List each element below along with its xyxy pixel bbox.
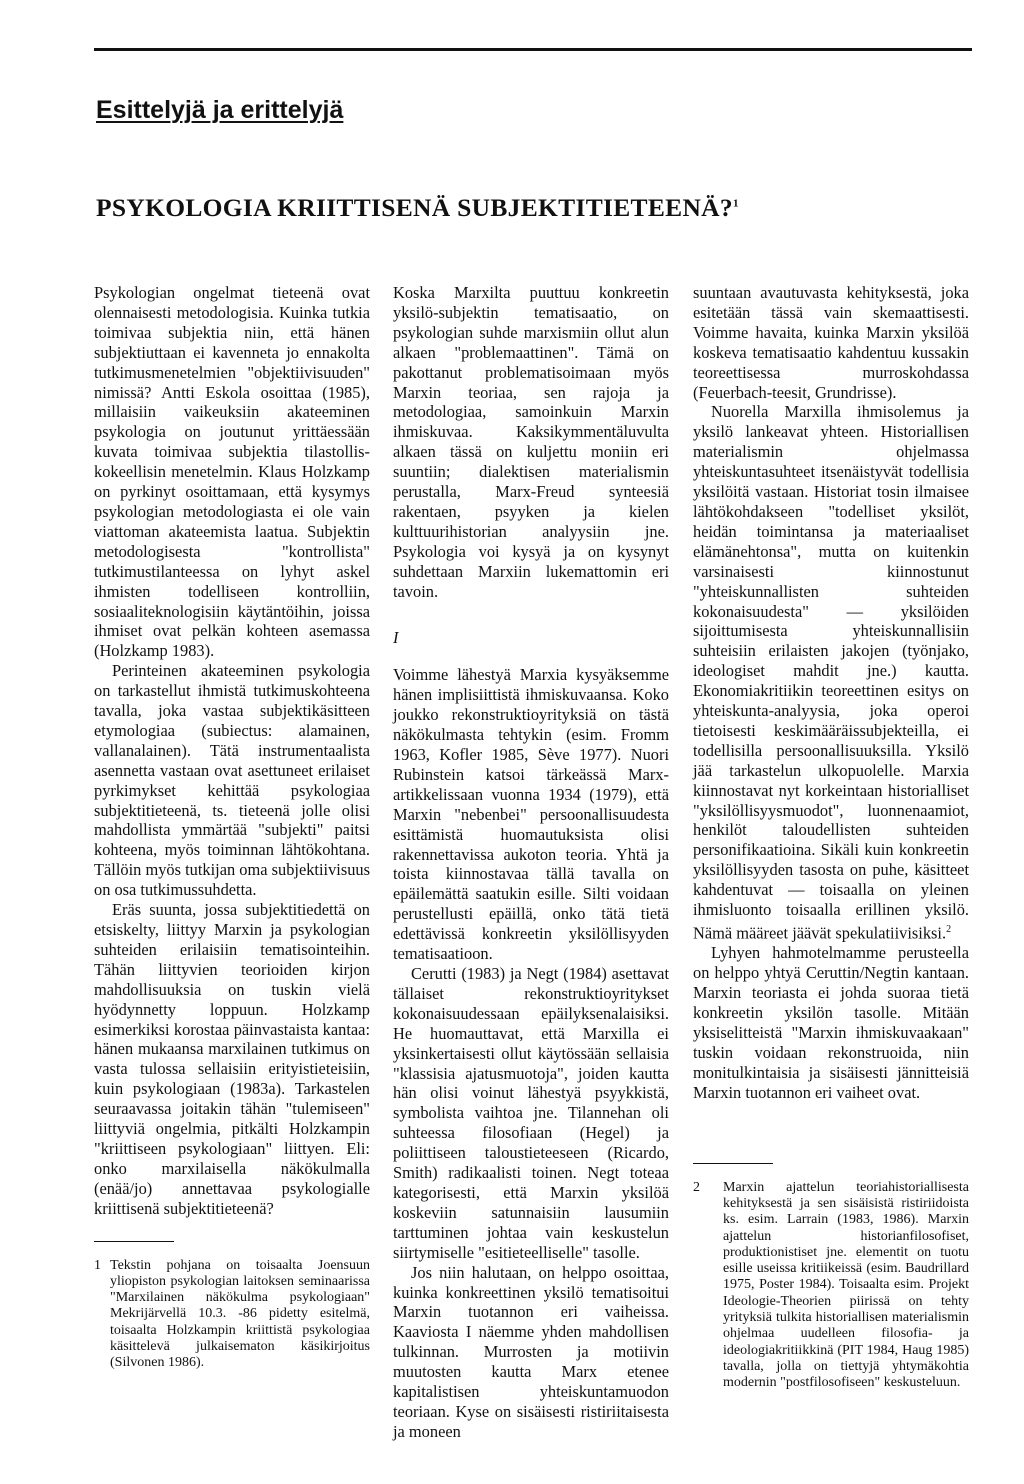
title-footnote-mark: 1 — [732, 197, 739, 210]
footnote-2-reference: 2 — [946, 924, 952, 935]
col3-paragraph-2 — [693, 402, 969, 943]
footnote-1-text: Tekstin pohjana on toisaalta Joensuun yliopiston psykologian laitoksen seminaarissa "Marxilainen näkökulma psykologiaan" Mekrijärvellä 10.3. -86 pidetty esitelmä, toisaalta Holzkampin kriittistä psykologiaa käsittelevä julkaisematon käsikirjoitus (Silvonen 1986). — [110, 1257, 370, 1371]
col1-paragraph-1: Psykologian ongelmat tieteenä ovat olennaisesti metodologisia. Kuinka tutkia toimivaa subjektia niin, että hänen subjektiuttaan ei kavenneta jo ennakolta tutkimusmenetelmien "objektiivisuuden" nimissä? Antti Eskola osoittaa (1985), millaisiin vaikeuksiin akateeminen psykologia on joutunut yrittäessään kuvata toimivaa subjektia tilastollis-kokeellisin menetelmin. Klaus Holzkamp on pyrkinyt osoittamaan, että kysymys psykologian metodologiasta ei ole vain viattoman akateemista laatua. Subjektin metodologisesta "kontrollista" tutkimustilanteessa on lyhyt askel ihmisten todelliseen kontrolliin, sosiaaliteknologisiin käytäntöihin, joissa ihmiset ovat pelkän kohteen asemassa (Holzkamp 1983). — [94, 283, 370, 661]
footnote-2-text: Marxin ajattelun teoriahistoriallisesta kehityksestä ja sen sisäisistä ristiriidoista ks. esim. Larrain (1983, 1986). Marxin ajattelun historianfilosofiset, produktionistiset jne. elementit on tuotu esille useissa kritiikeissä (esim. Baudrillard 1975, Poster 1984). Toisaalta esim. Projekt Ideologie-Theorien piirissä on tehty yrityksiä tulkita historiallisen materialismin ohjelmaa uudelleen filosofia- ja ideologiakritiikkinä (PIT 1984, Haug 1985) tavalla, jolla on tiettyjä yhtymäkohtia modernin "postfilosofiseen" keskusteluun. — [723, 1179, 969, 1391]
top-rule — [94, 48, 972, 51]
section-numeral: I — [393, 627, 399, 647]
col1-paragraph-3: Eräs suunta, jossa subjektitiedettä on etsiskelty, liittyy Marxin ja psykologian suhteiden erilaisiin tematisointeihin. Tähän liittyvien teorioiden kirjon mahdollisuuksia on tuskin vielä hyödynnetty loppuun. Holzkamp esimerkiksi korostaa päinvastaista kantaa: hänen mukaansa marxilainen tutkimus on vasta tulossa sellaisiin erityistieteisiin, kuin psykologiaan (1983a). Tarkastelen seuraavassa joitakin tähän "tulemiseen" liittyviä ongelmia, pitkälti Holzkampin "kriittiseen psykologiaan" liittyen. Eli: onko marxilaisella näkökulmalla (enää/jo) annettavaa psykologialle kriittisenä subjektitieteenä? — [94, 900, 370, 1218]
footnote-1 — [94, 1258, 370, 1372]
column-1 — [94, 283, 370, 1372]
col2-paragraph-4: Jos niin halutaan, on helppo osoittaa, kuinka konkreettinen yksilö tematisoitui Marxin tuotannon eri vaiheissa. Kaaviosta I näemme yhden mahdollisen tulkinnan. Murrosten ja motiivin muutosten kautta Marx etenee kapitalistisen yhteiskuntamuodon teoriaan. Kyse on sisäisesti ristiriitaisesta ja moneen — [393, 1262, 669, 1441]
footnote-2 — [693, 1180, 969, 1392]
col2-paragraph-2: Voimme lähestyä Marxia kysyäksemme hänen implisiittistä ihmiskuvaansa. Koko joukko rekonstruktioyrityksiä on tästä näkökulmasta tehtykin (esim. Fromm 1963, Kofler 1985, Sève 1977). Nuori Rubinstein katsoi tärkeässä Marx-artikkelissaan vuonna 1934 (1979), että Marxin "nebenbei" persoonallisuudesta esittämistä huomautuksista olisi rakennettavissa aukoton teoria. Yhtä ja toista kiinnostavaa tällä tavalla on epäilemättä saatukin esille. Silti voidaan perustellusti epäillä, onko tätä tietä edettävissä konkreetin yksilöllisyyden tematisaatioon. — [393, 665, 669, 964]
footnote-1-number: 1 — [94, 1257, 101, 1273]
column-2 — [393, 283, 669, 1442]
section-heading: Esittelyjä ja erittelyjä — [96, 96, 344, 124]
col1-paragraph-2: Perinteinen akateeminen psykologia on tarkastellut ihmistä tutkimuskohteena tavalla, joka vastaa subjektikäsitteen etymologiaa (subiectus: alamainen, vallanalainen). Tätä instrumentaalista asennetta vastaan ovat asettuneet erilaiset pyrkimykset kehittää psykologiaa subjektitieteenä, ts. tieteenä jolle olisi mahdollista ymmärtää "subjekti" paitsi kohteena, myös toiminnan lähtökohtana. Tällöin myös tutkijan oma subjektiivisuus on osa tutkimussuhdetta. — [94, 661, 370, 900]
col3-paragraph-2-text: Nuorella Marxilla ihmisolemus ja yksilö lankeavat yhteen. Historiallisen materialismin ohjelmassa yhteiskuntasuhteet itsenäistyvät todellisia yksilöitä vastaan. Historiat tosin ilmaisee lähtökohdakseen "todelliset yksilöt, heidän toimintansa ja materiaaliset elämänehtonsa", mutta on kuitenkin varsinaisesti kiinnostunut "yhteiskunnallisten suhteiden kokonaisuudesta" — yksilöiden sijoittumisesta yhteiskunnallisiin suhteisiin erilaisten jakojen (työnjako, ideologiset mahdit jne.) kautta. Ekonomiakritiikin teoreettinen esitys on yhteiskunta-analyysia, joka operoi tietoisesti keskimääräissubjekteilla, ei todellisilla persoonallisuuksilla. Yksilö jää tarkastelun ulkopuolelle. Marxia kiinnostavat nyt korkeintaan historialliset "yksilöllisyysmuodot", luonnenaamiot, henkilöt taloudellisten suhteiden personifikaatioina. Sikäli kuin konkreetin yksilöllisyyden tasosta on puhe, käsitteet kahdentuvat — toisaalla on yleinen ihmisluonto toisaalla erillinen yksilö. Nämä määreet jäävät spekulatiivisiksi. — [693, 402, 969, 943]
title-text: PSYKOLOGIA KRIITTISENÄ SUBJEKTITIETEENÄ? — [96, 193, 733, 222]
article-title — [96, 193, 739, 223]
footnote-separator-2 — [693, 1163, 773, 1164]
column-3 — [693, 283, 969, 1391]
footnote-separator — [94, 1241, 174, 1242]
col2-paragraph-1: Koska Marxilta puuttuu konkreetin yksilö-subjektin tematisaatio, on psykologian suhde marxismiin ollut alun alkaen "problemaattinen". Tämä on pakottanut problematisoimaan myös Marxin teoriaa, sen rajoja ja metodologiaa, samoinkuin Marxin ihmiskuvaa. Kaksikymmentäluvulta alkaen tässä on kuljettu moniin eri suuntiin; dialektisen materialismin perustalla, Marx-Freud synteesiä rakentaen, psyyken ja kielen kulttuurihistorian analyysiin jne. Psykologia voi kysyä ja on kysynyt suhdettaan Marxiin lukemattomin eri tavoin. — [393, 283, 669, 601]
col2-paragraph-3: Cerutti (1983) ja Negt (1984) asettavat tällaiset rekonstruktioyritykset kokonaisuudessaan epäilyksenalaisiksi. He huomauttavat, että Marxilla ei yksinkertaisesti ollut käytössään sellaisia "klassisia ajatusmuotoja", joiden kautta hän olisi voinut lähestyä psyykkistä, symbolista vaihtoa jne. Tilannehan oli suhteessa filosofiaan (Hegel) ja poliittiseen taloustieteeseen (Ricardo, Smith) radikaalisti toinen. Negt toteaa kategorisesti, että Marxin yksilöä koskeviin satunnaisiin lausumiin tarttuminen johtaa vain keskustelun siirtymiselle "esitieteelliselle" tasolle. — [393, 964, 669, 1262]
col3-paragraph-1: suuntaan avautuvasta kehityksestä, joka esitetään tässä vain skemaattisesti. Voimme havaita, kuinka Marxin yksilöä koskeva tematisaatio kahdentuu kussakin teoreettisessa murroskohdassa (Feuerbach-teesit, Grundrisse). — [693, 283, 969, 402]
col3-paragraph-3: Lyhyen hahmotelmamme perusteella on helppo yhtyä Ceruttin/Negtin kantaan. Marxin teoriasta ei johda suoraa tietä konkreetin yksilön tasolle. Mitään yksiselitteistä "Marxin ihmiskuvaakaan" tuskin voidaan rekonstruoida, niin monitulkintaisia ja sisäisesti jännitteisiä Marxin tuotannon eri vaiheet ovat. — [693, 943, 969, 1102]
footnote-2-number: 2 — [693, 1179, 700, 1195]
